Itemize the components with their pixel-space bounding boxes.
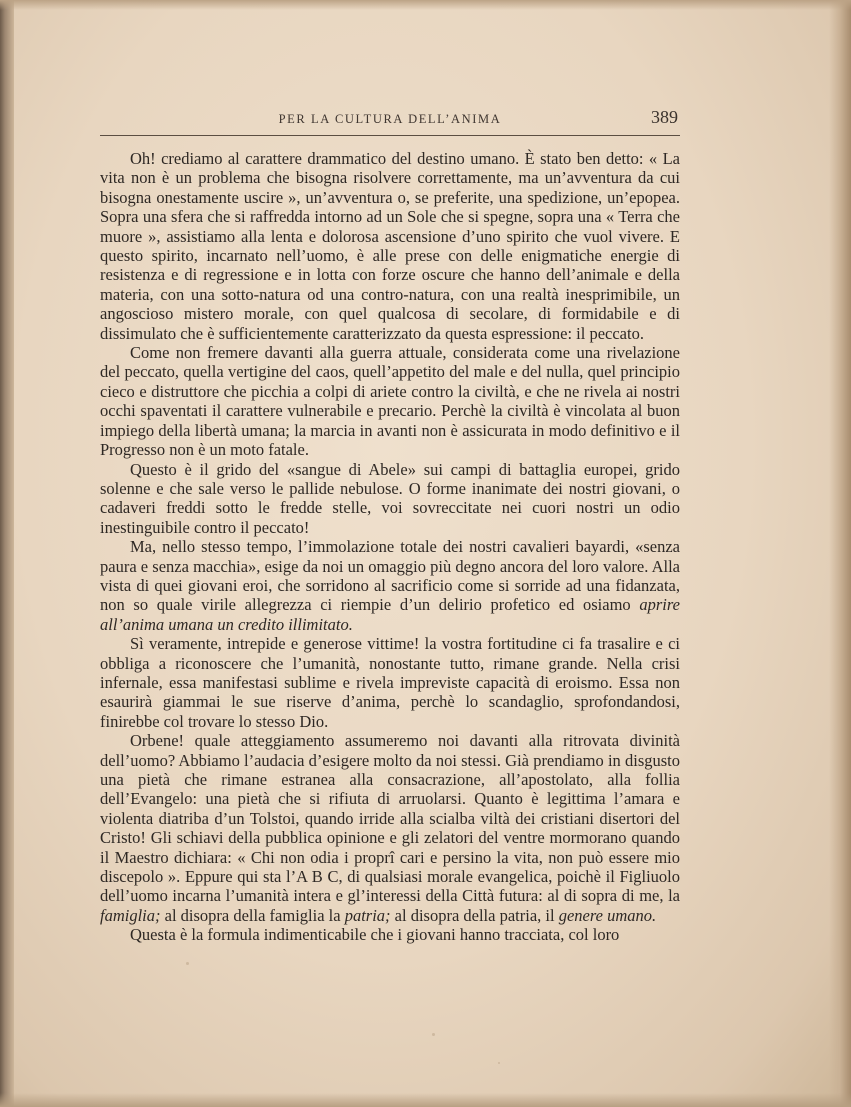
paper-spot <box>498 1062 500 1064</box>
running-head <box>100 107 680 136</box>
paper-spot <box>186 962 189 965</box>
paragraph-2: Come non fremere davanti alla guerra attuale, considerata come una rivelazione del peccato, quella vertigine del caos, quell’appetito del male e del nulla, quel principio cieco e distruttore che picchia a colpi di ariete contro la civiltà, e che ne rivela ai nostri occhi spaventati il carattere vulnerabile e precario. Perchè la civiltà è vincolata al buon impiego della libertà umana; la marcia in avanti non è assicurata in modo definitivo e il Progresso non è un moto fatale. <box>100 343 680 460</box>
running-title: PER LA CULTURA DELL’ANIMA <box>278 112 502 126</box>
paragraph-1: Oh! crediamo al carattere drammatico del destino umano. È stato ben detto: « La vita non è un problema che bisogna risolvere correttamente, ma un’avventura da cui bisogna onestamente uscire », un’avventura o, se preferite, una spedizione, un’epopea. Sopra una sfera che si raffredda intorno ad un Sole che si spegne, sopra una « Terra che muore », assistiamo alla lenta e dolorosa ascensione d’uno spirito che vuol vivere. E questo spirito, incarnato nell’uomo, è alle prese con delle enigmatiche energie di resistenza e di regressione e in lotta con forze oscure che hanno dell’animale e della materia, con una sotto-natura od una contro-natura, con una realtà inesprimibile, un angoscioso mistero morale, con quel qualcosa di secolare, di formidabile e di dissimulato che è sufficientemente caratterizzato da questa espressione: il peccato. <box>100 149 680 343</box>
italic-phrase: genere umano. <box>558 905 657 925</box>
page-number: 389 <box>651 107 678 127</box>
paragraph-4: Ma, nello stesso tempo, l’immolazione totale dei nostri cavalieri bayardi, «senza paura e senza macchia», esige da noi un omaggio più degno ancora del loro valore. Alla vista di quei giovani eroi, che sorridono al sacrificio come si sorride ad una fidanzata, non so quale virile allegrezza ci riempie d’un delirio profetico ed osiamo aprire all’anima umana un credito illimitato. <box>100 537 680 634</box>
italic-phrase: patria; <box>344 905 391 925</box>
page-edge-top <box>0 0 851 10</box>
italic-phrase: aprire all’anima umana un credito illimitato. <box>100 595 680 634</box>
paragraph-6: Orbene! quale atteggiamento assumeremo noi davanti alla ritrovata divinità dell’uomo? Abbiamo l’audacia d’esigere molto da noi stessi. Già prendiamo in disgusto una pietà che rimane estranea alla consacrazione, all’apostolato, alla follia dell’Evangelo: una pietà che si rifiuta di arruolarsi. Quanto è legittima l’amara e violenta diatriba d’un Tolstoi, quando irride alla scialba viltà dei cristiani disertori del Cristo! Gli schiavi della pubblica opinione e gli zelatori del ventre mormorano quando il Maestro dichiara: « Chi non odia i proprî cari e persino la vita, non può essere mio discepolo ». Eppure qui sta l’A B C, di qualsiasi morale evangelica, poichè il Figliuolo dell’uomo incarna l’umanità intera e gl’interessi della Città futura: al di sopra di me, la famiglia; al disopra della famiglia la patria; al disopra della patria, il genere umano. <box>100 731 680 925</box>
page-binding-shadow <box>0 0 14 1107</box>
paragraph-3: Questo è il grido del «sangue di Abele» sui campi di battaglia europei, grido solenne e che sale verso le pallide nebulose. O forme inanimate dei nostri giovani, o cadaveri freddi sotto le fredde stelle, voi sovreccitate nei cuori nostri un odio inestinguibile contro il peccato! <box>100 459 680 537</box>
paper-spot <box>432 1033 435 1036</box>
page-edge-bottom <box>0 1093 851 1107</box>
paragraph-5: Sì veramente, intrepide e generose vittime! la vostra fortitudine ci fa trasalire e ci obbliga a riconoscere che l’umanità, nonostante tutto, rimane grande. Nella crisi infernale, essa manifestasi sublime e rivela impreviste capacità di eroismo. Essa non esaurirà giammai le sue riserve d’anima, perchè lo scandaglio, sprofondandosi, finirebbe col trovare lo stesso Dio. <box>100 634 680 731</box>
body-text <box>100 149 680 945</box>
italic-phrase: famiglia; <box>100 905 161 925</box>
paragraph-7: Questa è la formula indimenticabile che i giovani hanno tracciata, col loro <box>130 925 620 945</box>
page-edge-right <box>829 0 851 1107</box>
